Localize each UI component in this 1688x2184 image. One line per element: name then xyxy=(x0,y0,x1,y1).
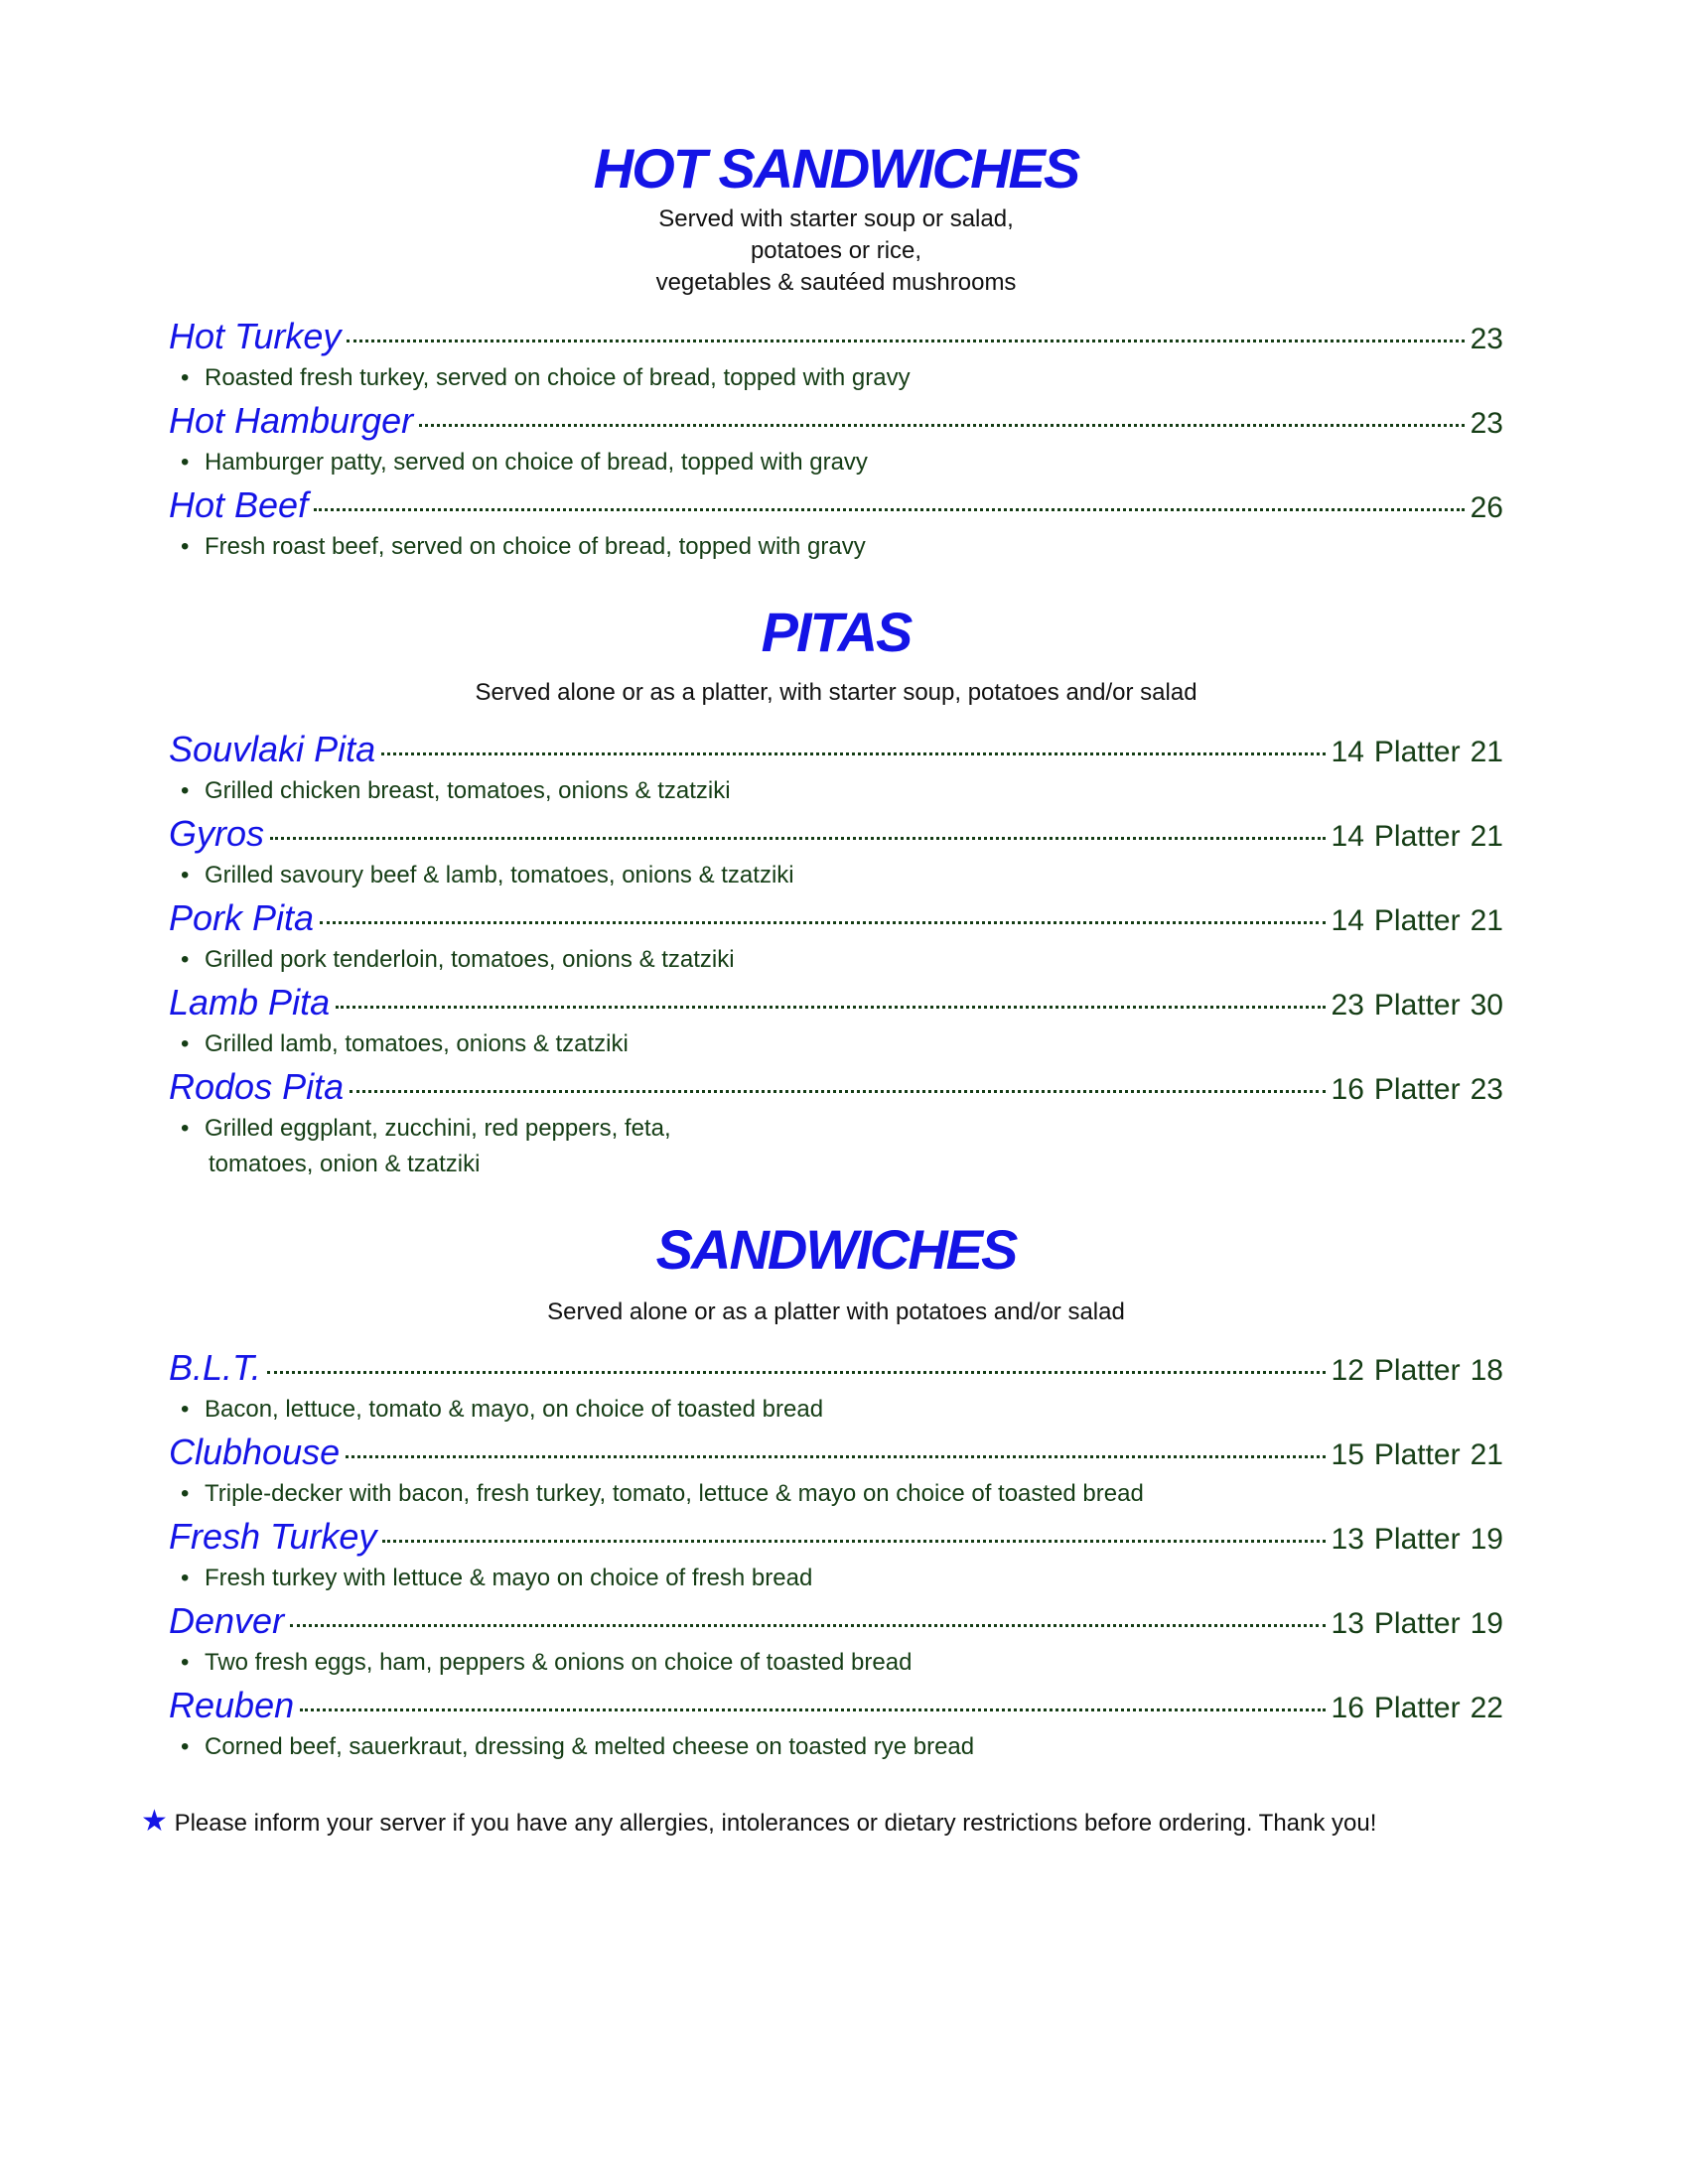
item-name: Souvlaki Pita xyxy=(169,729,376,769)
platter-price: 21 xyxy=(1470,904,1503,937)
item-price xyxy=(1332,1685,1503,1731)
dot-leader xyxy=(350,1090,1325,1093)
menu-item xyxy=(169,397,1503,481)
price-value: 23 xyxy=(1470,407,1503,440)
item-price xyxy=(1332,1347,1503,1394)
subtitle-line: vegetables & sautéed mushrooms xyxy=(655,269,1017,296)
bullet-icon: • xyxy=(181,364,190,391)
item-name: Reuben xyxy=(169,1685,295,1725)
item-price xyxy=(1332,729,1503,775)
subtitle-line: Served with starter soup or salad, xyxy=(658,205,1014,232)
item-description: Grilled chicken breast, tomatoes, onions & tzatziki xyxy=(205,777,731,804)
subtitle-line: Served alone or as a platter, with starter soup, potatoes and/or salad xyxy=(475,679,1197,706)
menu-item xyxy=(169,1063,1503,1180)
item-price xyxy=(1332,813,1503,860)
bullet-icon: • xyxy=(181,1480,190,1507)
bullet-icon: • xyxy=(181,946,190,973)
platter-price: 19 xyxy=(1470,1523,1503,1556)
bullet-icon: • xyxy=(181,777,190,804)
platter-label: Platter xyxy=(1373,1073,1461,1106)
dot-leader xyxy=(336,1006,1325,1009)
item-description: Fresh turkey with lettuce & mayo on choice of fresh bread xyxy=(205,1565,813,1591)
dot-leader xyxy=(419,424,1465,427)
menu-item xyxy=(169,726,1503,810)
platter-price: 23 xyxy=(1470,1073,1503,1106)
platter-price: 21 xyxy=(1470,1438,1503,1471)
menu-item xyxy=(169,894,1503,979)
bullet-icon: • xyxy=(181,1733,190,1760)
subtitle-line: Served alone or as a platter with potatoes and/or salad xyxy=(547,1298,1125,1325)
platter-price: 18 xyxy=(1470,1354,1503,1387)
item-description: Triple-decker with bacon, fresh turkey, tomato, lettuce & mayo on choice of toasted bread xyxy=(205,1480,1144,1507)
menu-item xyxy=(169,1513,1503,1597)
price-value: 14 xyxy=(1331,820,1364,853)
dot-leader xyxy=(346,1455,1325,1458)
platter-price: 30 xyxy=(1470,989,1503,1022)
menu-content xyxy=(169,134,1503,1766)
item-price xyxy=(1471,400,1503,447)
item-price xyxy=(1332,897,1503,944)
platter-label: Platter xyxy=(1373,1692,1461,1724)
item-price xyxy=(1471,316,1503,362)
menu-item xyxy=(169,313,1503,397)
section-title: HOT SANDWICHES xyxy=(593,137,1079,200)
bullet-icon: • xyxy=(181,1030,190,1057)
price-value: 14 xyxy=(1331,904,1364,937)
section-title: PITAS xyxy=(761,601,912,663)
item-description: Bacon, lettuce, tomato & mayo, on choice of toasted bread xyxy=(205,1396,824,1423)
platter-price: 19 xyxy=(1470,1607,1503,1640)
item-description: Grilled lamb, tomatoes, onions & tzatziki xyxy=(205,1030,629,1057)
item-name: Denver xyxy=(169,1600,285,1641)
item-description: Grilled savoury beef & lamb, tomatoes, onions & tzatziki xyxy=(205,862,794,888)
item-price xyxy=(1471,484,1503,531)
item-name: B.L.T. xyxy=(169,1347,261,1388)
item-description: Corned beef, sauerkraut, dressing & melted cheese on toasted rye bread xyxy=(205,1733,975,1760)
price-value: 26 xyxy=(1470,491,1503,524)
item-description: Roasted fresh turkey, served on choice of bread, topped with gravy xyxy=(205,364,911,391)
bullet-icon: • xyxy=(181,533,190,560)
dot-leader xyxy=(347,340,1464,342)
price-value: 23 xyxy=(1470,323,1503,355)
platter-price: 21 xyxy=(1470,820,1503,853)
item-name: Gyros xyxy=(169,813,265,854)
menu-item xyxy=(169,1682,1503,1766)
dot-leader xyxy=(270,837,1326,840)
price-value: 16 xyxy=(1331,1073,1364,1106)
item-price xyxy=(1332,1516,1503,1563)
item-price xyxy=(1332,982,1503,1028)
platter-label: Platter xyxy=(1373,904,1461,937)
menu-item xyxy=(169,481,1503,566)
menu-item xyxy=(169,979,1503,1063)
price-value: 13 xyxy=(1331,1607,1364,1640)
dot-leader xyxy=(320,921,1325,924)
platter-label: Platter xyxy=(1373,736,1461,768)
platter-price: 21 xyxy=(1470,736,1503,768)
price-value: 13 xyxy=(1331,1523,1364,1556)
menu-item xyxy=(169,1344,1503,1429)
bullet-icon: • xyxy=(181,1565,190,1591)
platter-label: Platter xyxy=(1373,1354,1461,1387)
subtitle-line: potatoes or rice, xyxy=(750,237,922,264)
item-name: Hot Turkey xyxy=(169,316,342,356)
platter-price: 22 xyxy=(1470,1692,1503,1724)
bullet-icon: • xyxy=(181,1115,190,1142)
item-description: Grilled pork tenderloin, tomatoes, onions & tzatziki xyxy=(205,946,735,973)
section-subtitle xyxy=(169,677,1503,709)
item-description: Fresh roast beef, served on choice of bread, topped with gravy xyxy=(205,533,866,560)
allergy-notice xyxy=(141,1806,1376,1840)
item-name: Hot Hamburger xyxy=(169,400,414,441)
platter-label: Platter xyxy=(1373,1523,1461,1556)
item-name: Clubhouse xyxy=(169,1432,341,1472)
section-title: SANDWICHES xyxy=(655,1218,1017,1281)
section-subtitle xyxy=(169,204,1503,299)
price-value: 14 xyxy=(1331,736,1364,768)
section-subtitle xyxy=(169,1297,1503,1328)
item-name: Lamb Pita xyxy=(169,982,331,1023)
item-description-cont: tomatoes, onion & tzatziki xyxy=(209,1151,481,1177)
price-value: 23 xyxy=(1331,989,1364,1022)
item-name: Pork Pita xyxy=(169,897,315,938)
menu-item xyxy=(169,1597,1503,1682)
item-price xyxy=(1332,1066,1503,1113)
platter-label: Platter xyxy=(1373,1438,1461,1471)
item-description: Grilled eggplant, zucchini, red peppers, feta, xyxy=(205,1115,671,1142)
dot-leader xyxy=(290,1624,1325,1627)
item-description: Two fresh eggs, ham, peppers & onions on choice of toasted bread xyxy=(205,1649,913,1676)
platter-label: Platter xyxy=(1373,989,1461,1022)
price-value: 15 xyxy=(1331,1438,1364,1471)
item-price xyxy=(1332,1432,1503,1478)
price-value: 12 xyxy=(1331,1354,1364,1387)
platter-label: Platter xyxy=(1373,820,1461,853)
platter-label: Platter xyxy=(1373,1607,1461,1640)
allergy-notice-text: Please inform your server if you have any allergies, intolerances or dietary restrictions before ordering. Thank you! xyxy=(174,1810,1377,1837)
price-value: 16 xyxy=(1331,1692,1364,1724)
dot-leader xyxy=(300,1708,1325,1711)
star-icon: ★ xyxy=(141,1805,168,1838)
item-name: Hot Beef xyxy=(169,484,309,525)
item-price xyxy=(1332,1600,1503,1647)
dot-leader xyxy=(267,1371,1326,1374)
menu-item xyxy=(169,810,1503,894)
item-name: Fresh Turkey xyxy=(169,1516,377,1557)
item-name: Rodos Pita xyxy=(169,1066,345,1107)
dot-leader xyxy=(314,508,1465,511)
dot-leader xyxy=(381,752,1325,755)
bullet-icon: • xyxy=(181,449,190,476)
bullet-icon: • xyxy=(181,1649,190,1676)
menu-item xyxy=(169,1429,1503,1513)
dot-leader xyxy=(382,1540,1325,1543)
bullet-icon: • xyxy=(181,1396,190,1423)
bullet-icon: • xyxy=(181,862,190,888)
item-description: Hamburger patty, served on choice of bread, topped with gravy xyxy=(205,449,868,476)
